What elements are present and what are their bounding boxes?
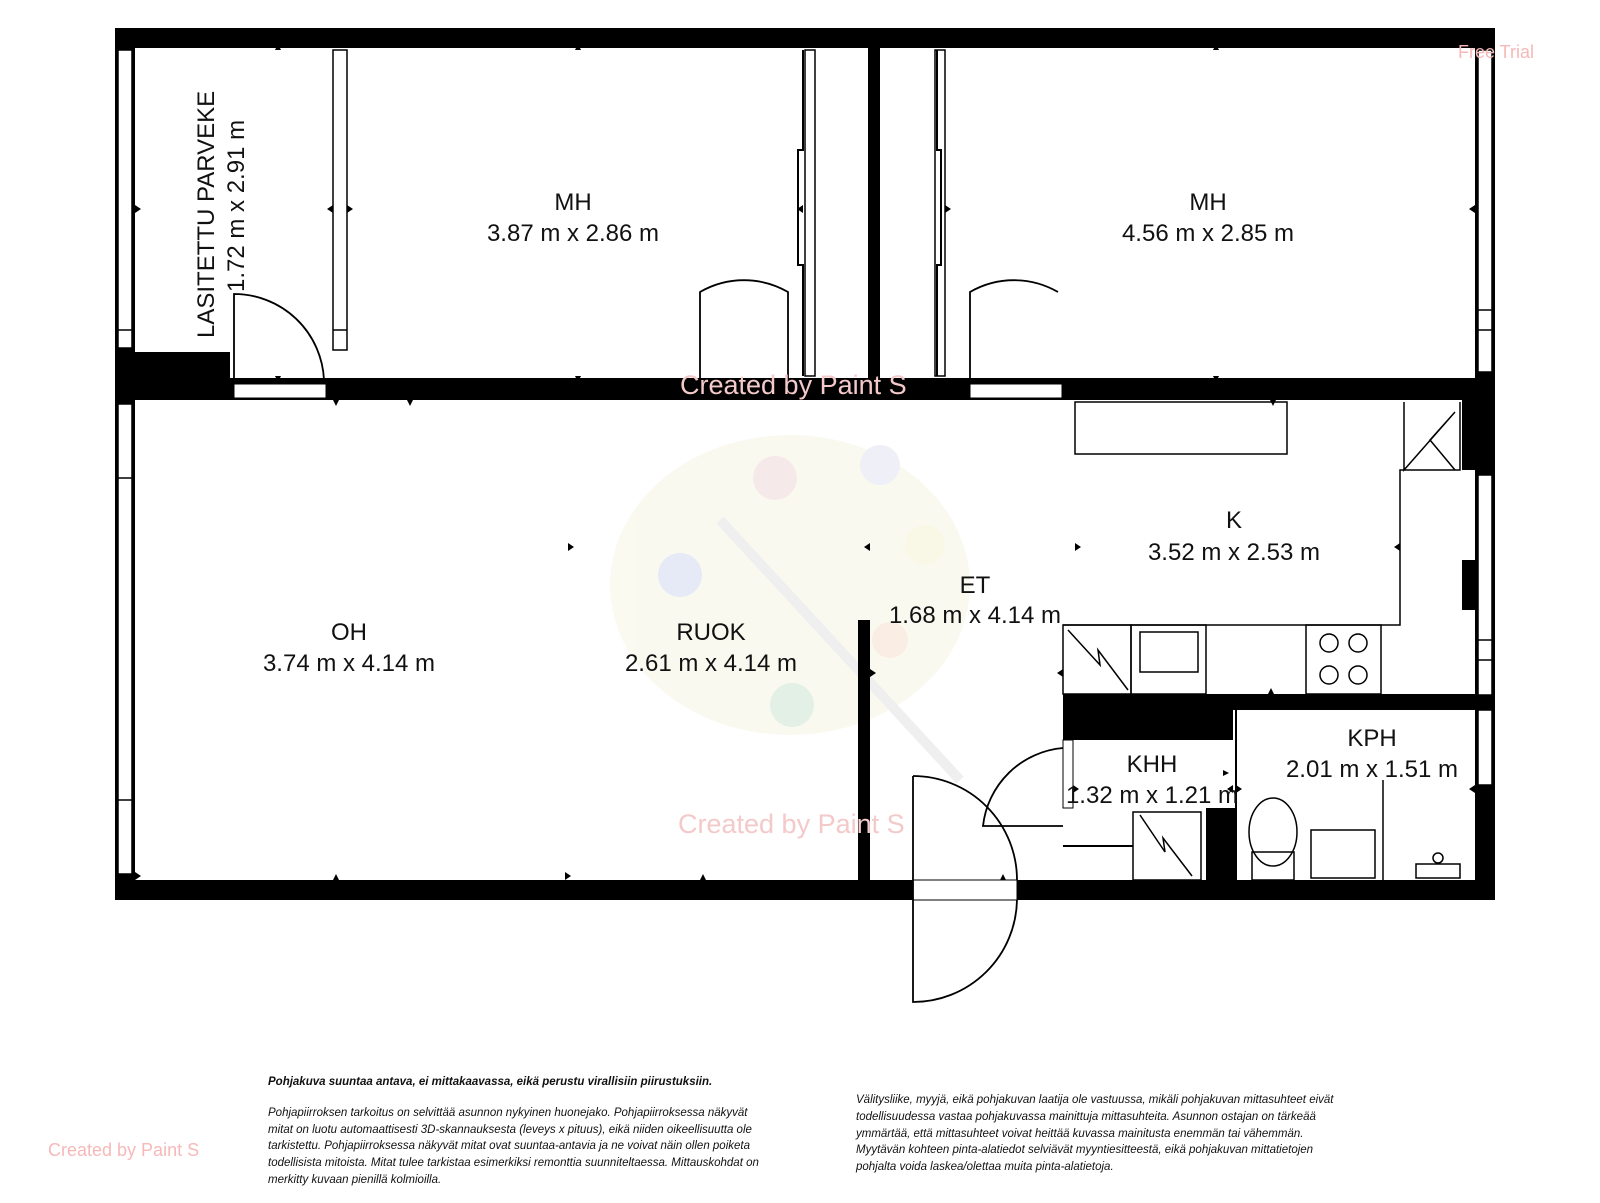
- room-name: KHH: [1126, 751, 1178, 778]
- disclaimer-left-text: Pohjapiirroksen tarkoitus on selvittää asunnon nykyinen huonejako. Pohjapiirroksessa näkyvät mitat on luotu automaattisesti 3D-skannauksesta (leveys x pituus), eikä niiden oikeellisuutta ole tarkistettu. Pohjapiirroksessa näkyvät mitat ovat suuntaa-antavia ja ne voivat näin ollen poiketa todellisista mitoista. Mitat tulee tarkistaa esimerkiksi remonttia suunniteltaessa. Mittauskohdat on merkitty kuvaan pienillä kolmioilla.: [268, 1106, 759, 1186]
- room-name: KPH: [1347, 725, 1397, 752]
- room-k: [1148, 507, 1320, 566]
- watermark-bottom-left: Created by Paint S: [48, 1140, 200, 1160]
- room-size: 1.72 m x 2.91 m: [223, 119, 250, 292]
- room-size: 3.52 m x 2.53 m: [1147, 539, 1321, 566]
- disclaimer-right: [856, 1092, 1334, 1190]
- room-size: 2.61 m x 4.14 m: [624, 650, 798, 677]
- room-size: 1.68 m x 4.14 m: [888, 602, 1062, 629]
- room-name: LASITETTU PARVEKE: [193, 90, 220, 338]
- room-size: 3.87 m x 2.86 m: [486, 220, 660, 247]
- room-name: K: [1225, 507, 1243, 534]
- room-name: ET: [959, 572, 991, 599]
- room-name: MH: [554, 189, 592, 216]
- room-name: OH: [331, 619, 367, 646]
- room-size: 1.32 m x 1.21 m: [1065, 782, 1239, 809]
- room-khh: [1066, 751, 1238, 809]
- watermark-center-lower: Created by Paint S: [678, 809, 905, 839]
- room-oh: [263, 619, 435, 677]
- room-name: RUOK: [676, 619, 746, 646]
- room-kph: [1286, 725, 1458, 783]
- room-size: 4.56 m x 2.85 m: [1121, 220, 1295, 247]
- room-name: MH: [1189, 189, 1227, 216]
- room-mh2: [1122, 189, 1294, 247]
- disclaimer-left: [268, 1074, 768, 1203]
- watermark-free-trial: Free Trial: [1458, 42, 1535, 62]
- room-size: 3.74 m x 4.14 m: [262, 650, 436, 677]
- room-mh1: [487, 189, 659, 247]
- disclaimer-right-text: Välitysliike, myyjä, eikä pohjakuvan laatija ole vastuussa, mikäli pohjakuvan mittasuhteet eivät todellisuudessa vastaa pohjakuvassa mainittuja mittasuhteita. Asunnon ostajan on tärkeää ymmärtää, että mittasuhteet voivat heittää kuvassa mainitusta enemmän tai vähemmän. Myytävän kohteen pinta-alatiedot selviävät myyntiesitteestä, eikä pohjakuvan mittatietojen pohjalta voida laskea/olettaa muita pinta-alatietoja.: [856, 1094, 1334, 1174]
- room-size: 2.01 m x 1.51 m: [1285, 756, 1459, 783]
- room-parveke: [193, 91, 250, 338]
- watermark-center-upper: Created by Paint S: [680, 370, 907, 400]
- disclaimer-heading: Pohjakuva suuntaa antava, ei mittakaavassa, eikä perustu virallisiin piirustuksiin.: [268, 1076, 713, 1088]
